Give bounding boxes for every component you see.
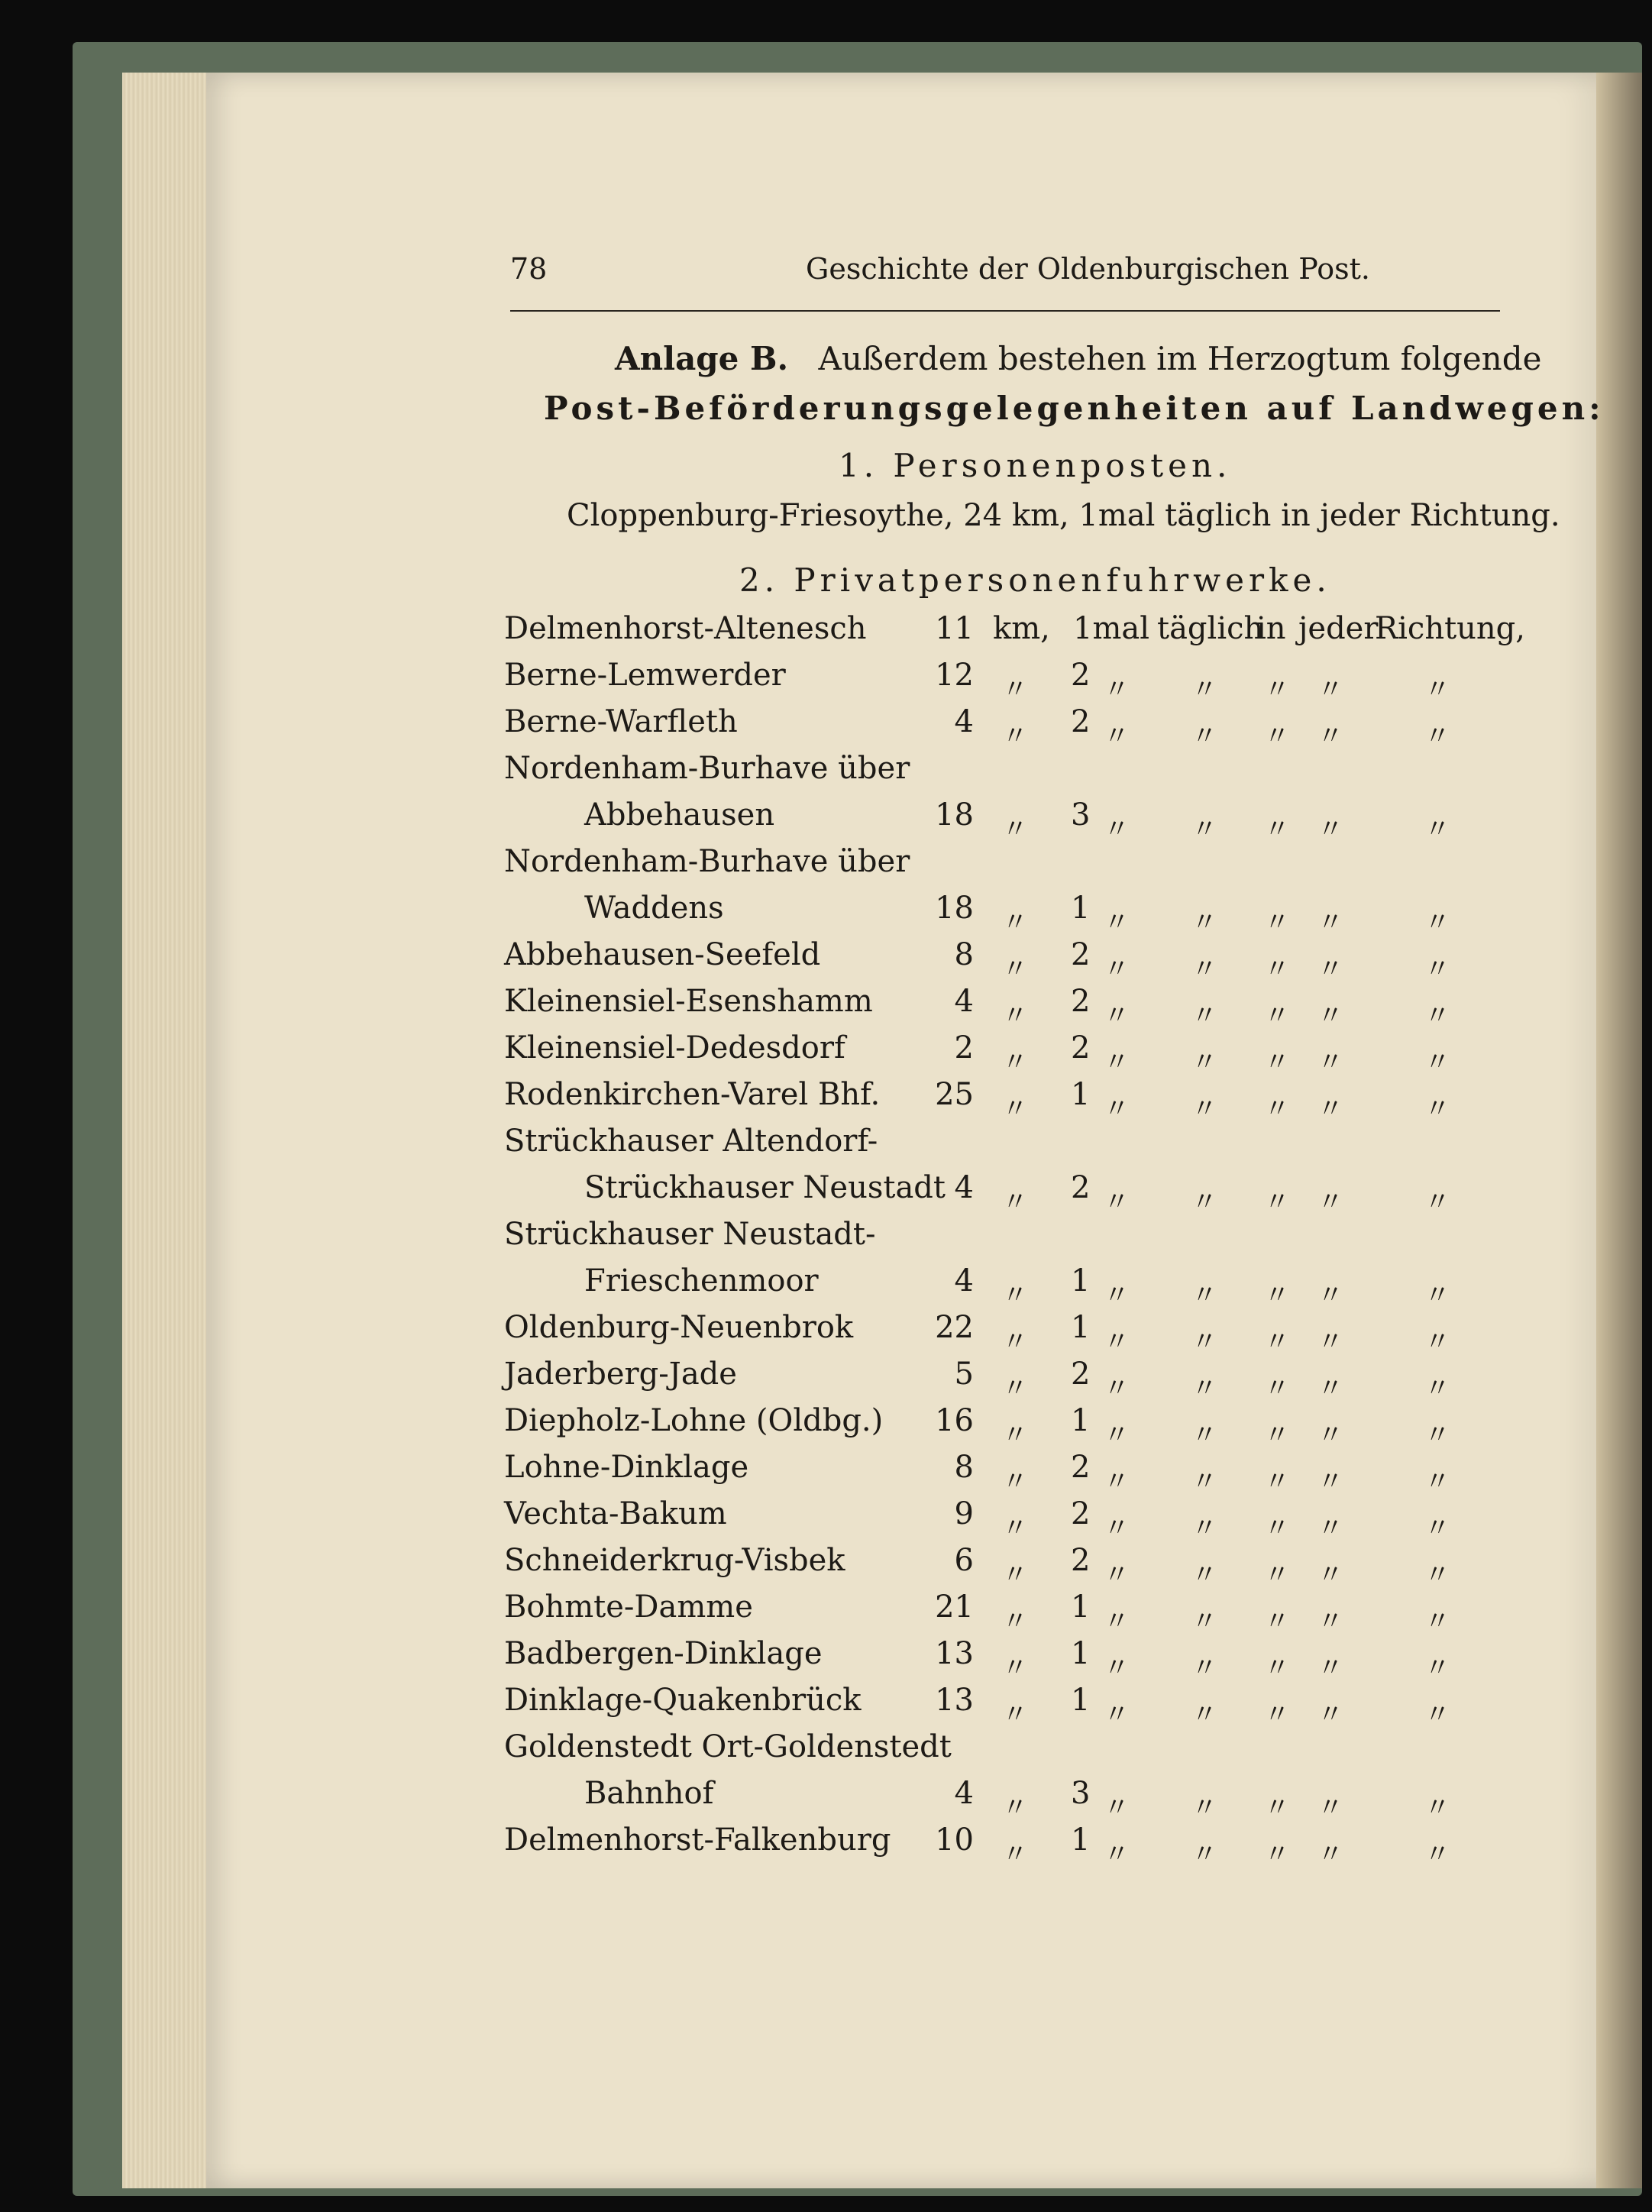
route-name: Jaderberg-Jade: [504, 1357, 737, 1392]
route-km: 4: [954, 984, 974, 1019]
route-name-cont: Bahnhof: [584, 1776, 714, 1811]
ditto-mark: 〃: [1264, 814, 1290, 845]
ditto-mark: 〃: [1002, 1047, 1028, 1078]
section1-entry: Cloppenburg-Friesoythe, 24 km, 1mal täglich in jeder Richtung.: [567, 498, 1560, 533]
ditto-mark: 〃: [1002, 1001, 1028, 1031]
ditto-mark: 〃: [1424, 814, 1450, 845]
ditto-mark: 〃: [1104, 814, 1130, 845]
ditto-mark: 〃: [1191, 907, 1217, 938]
intro-heading: Post-Beförderungsgelegenheiten auf Landwegen:: [544, 390, 1605, 427]
ditto-mark: 〃: [1264, 1699, 1290, 1730]
route-frequency: 1: [1071, 1403, 1091, 1438]
route-frequency: 3: [1071, 797, 1091, 833]
annex-label: Anlage B.: [615, 340, 789, 377]
ditto-mark: 〃: [1317, 1373, 1343, 1404]
header-rule: [510, 310, 1500, 312]
ditto-mark: 〃: [1424, 1513, 1450, 1544]
ditto-mark: 〃: [1264, 907, 1290, 938]
ditto-mark: 〃: [1264, 1280, 1290, 1311]
ditto-mark: 〃: [1317, 1094, 1343, 1124]
route-km: 8: [954, 937, 974, 972]
ditto-mark: 〃: [1002, 814, 1028, 845]
intro-text: Außerdem bestehen im Herzogtum folgende: [818, 340, 1542, 377]
ditto-mark: 〃: [1424, 1560, 1450, 1590]
route-name: Dinklage-Quakenbrück: [504, 1683, 862, 1718]
route-km: 10: [935, 1822, 974, 1858]
ditto-mark: 〃: [1317, 954, 1343, 985]
ditto-mark: 〃: [1191, 721, 1217, 752]
ditto-mark: 〃: [1191, 1047, 1217, 1078]
ditto-mark: 〃: [1424, 1280, 1450, 1311]
route-km: 4: [954, 1263, 974, 1298]
ditto-mark: 〃: [1264, 1327, 1290, 1357]
ditto-mark: 〃: [1002, 1327, 1028, 1357]
route-name: Nordenham-Burhave über: [504, 844, 910, 879]
ditto-mark: 〃: [1002, 1839, 1028, 1870]
route-frequency: 1mal: [1073, 611, 1150, 646]
ditto-mark: 〃: [1264, 1187, 1290, 1218]
route-frequency: 1: [1071, 1310, 1091, 1345]
route-name: Kleinensiel-Dedesdorf: [504, 1030, 845, 1066]
ditto-mark: 〃: [1104, 1001, 1130, 1031]
ditto-mark: 〃: [1424, 1187, 1450, 1218]
direction-word: Richtung,: [1375, 611, 1525, 646]
ditto-mark: 〃: [1424, 1699, 1450, 1730]
ditto-mark: 〃: [1104, 1513, 1130, 1544]
ditto-mark: 〃: [1104, 1606, 1130, 1637]
route-frequency: 2: [1071, 658, 1091, 693]
ditto-mark: 〃: [1264, 1513, 1290, 1544]
route-km: 4: [954, 1776, 974, 1811]
route-name: Vechta-Bakum: [504, 1496, 727, 1531]
route-name: Delmenhorst-Altenesch: [504, 611, 867, 646]
route-name: Bohmte-Damme: [504, 1589, 753, 1625]
ditto-mark: 〃: [1317, 1187, 1343, 1218]
route-name: Nordenham-Burhave über: [504, 751, 910, 786]
ditto-mark: 〃: [1424, 1094, 1450, 1124]
route-km: 18: [935, 891, 974, 926]
route-km: 22: [935, 1310, 974, 1345]
ditto-mark: 〃: [1002, 674, 1028, 705]
ditto-mark: 〃: [1191, 1513, 1217, 1544]
ditto-mark: 〃: [1191, 1699, 1217, 1730]
ditto-mark: 〃: [1191, 1327, 1217, 1357]
ditto-mark: 〃: [1317, 674, 1343, 705]
ditto-mark: 〃: [1191, 1420, 1217, 1450]
ditto-mark: 〃: [1191, 1793, 1217, 1823]
route-name: Goldenstedt Ort-Goldenstedt: [504, 1729, 952, 1764]
ditto-mark: 〃: [1264, 1606, 1290, 1637]
ditto-mark: 〃: [1104, 1094, 1130, 1124]
ditto-mark: 〃: [1264, 1001, 1290, 1031]
route-frequency: 3: [1071, 1776, 1091, 1811]
ditto-mark: 〃: [1424, 1653, 1450, 1683]
each-word: jeder: [1298, 611, 1379, 646]
ditto-mark: 〃: [1002, 1699, 1028, 1730]
ditto-mark: 〃: [1424, 1001, 1450, 1031]
ditto-mark: 〃: [1002, 1560, 1028, 1590]
route-name: Schneiderkrug-Visbek: [504, 1543, 845, 1578]
route-km: 4: [954, 704, 974, 739]
route-km: 16: [935, 1403, 974, 1438]
route-name: Badbergen-Dinklage: [504, 1636, 823, 1671]
ditto-mark: 〃: [1002, 954, 1028, 985]
ditto-mark: 〃: [1191, 1001, 1217, 1031]
ditto-mark: 〃: [1002, 1094, 1028, 1124]
ditto-mark: 〃: [1264, 1793, 1290, 1823]
route-km: 21: [935, 1589, 974, 1625]
ditto-mark: 〃: [1002, 1467, 1028, 1497]
ditto-mark: 〃: [1191, 1467, 1217, 1497]
route-frequency: 2: [1071, 1170, 1091, 1205]
ditto-mark: 〃: [1002, 1280, 1028, 1311]
ditto-mark: 〃: [1264, 1467, 1290, 1497]
route-name: Abbehausen-Seefeld: [504, 937, 821, 972]
route-km: 13: [935, 1683, 974, 1718]
ditto-mark: 〃: [1191, 1094, 1217, 1124]
ditto-mark: 〃: [1424, 1839, 1450, 1870]
ditto-mark: 〃: [1264, 1839, 1290, 1870]
route-km: 25: [935, 1077, 974, 1112]
route-frequency: 1: [1071, 1636, 1091, 1671]
ditto-mark: 〃: [1317, 1793, 1343, 1823]
ditto-mark: 〃: [1264, 674, 1290, 705]
ditto-mark: 〃: [1104, 1839, 1130, 1870]
route-km: 13: [935, 1636, 974, 1671]
route-frequency: 2: [1071, 937, 1091, 972]
route-frequency: 1: [1071, 1589, 1091, 1625]
route-km: 8: [954, 1450, 974, 1485]
ditto-mark: 〃: [1104, 1560, 1130, 1590]
ditto-mark: 〃: [1424, 1467, 1450, 1497]
ditto-mark: 〃: [1104, 1373, 1130, 1404]
ditto-mark: 〃: [1424, 1420, 1450, 1450]
ditto-mark: 〃: [1264, 1420, 1290, 1450]
ditto-mark: 〃: [1104, 954, 1130, 985]
ditto-mark: 〃: [1104, 1793, 1130, 1823]
ditto-mark: 〃: [1191, 954, 1217, 985]
route-frequency: 2: [1071, 1030, 1091, 1066]
ditto-mark: 〃: [1317, 1327, 1343, 1357]
ditto-mark: 〃: [1104, 907, 1130, 938]
ditto-mark: 〃: [1264, 1653, 1290, 1683]
route-name-cont: Frieschenmoor: [584, 1263, 819, 1298]
ditto-mark: 〃: [1424, 1606, 1450, 1637]
ditto-mark: 〃: [1002, 721, 1028, 752]
ditto-mark: 〃: [1002, 1187, 1028, 1218]
route-km: 9: [954, 1496, 974, 1531]
route-km: 2: [954, 1030, 974, 1066]
ditto-mark: 〃: [1317, 1467, 1343, 1497]
ditto-mark: 〃: [1317, 721, 1343, 752]
ditto-mark: 〃: [1002, 1606, 1028, 1637]
route-frequency: 1: [1071, 1263, 1091, 1298]
ditto-mark: 〃: [1002, 1513, 1028, 1544]
ditto-mark: 〃: [1317, 1839, 1343, 1870]
route-name: Kleinensiel-Esenshamm: [504, 984, 873, 1019]
ditto-mark: 〃: [1002, 1793, 1028, 1823]
route-name: Oldenburg-Neuenbrok: [504, 1310, 854, 1345]
route-name: Rodenkirchen-Varel Bhf.: [504, 1077, 881, 1112]
ditto-mark: 〃: [1104, 1047, 1130, 1078]
ditto-mark: 〃: [1191, 1606, 1217, 1637]
section2-title: 2. Privatpersonenfuhrwerke.: [739, 561, 1331, 599]
route-name: Berne-Lemwerder: [504, 658, 786, 693]
ditto-mark: 〃: [1104, 674, 1130, 705]
ditto-mark: 〃: [1104, 1327, 1130, 1357]
ditto-mark: 〃: [1317, 907, 1343, 938]
ditto-mark: 〃: [1191, 1839, 1217, 1870]
ditto-mark: 〃: [1424, 1047, 1450, 1078]
route-km: 11: [935, 611, 974, 646]
ditto-mark: 〃: [1002, 907, 1028, 938]
ditto-mark: 〃: [1264, 1560, 1290, 1590]
route-name: Diepholz-Lohne (Oldbg.): [504, 1403, 884, 1438]
ditto-mark: 〃: [1424, 674, 1450, 705]
route-km: 5: [954, 1357, 974, 1392]
route-km: 12: [935, 658, 974, 693]
ditto-mark: 〃: [1104, 1467, 1130, 1497]
running-title: Geschichte der Oldenburgischen Post.: [806, 252, 1370, 286]
ditto-mark: 〃: [1264, 1094, 1290, 1124]
ditto-mark: 〃: [1317, 1653, 1343, 1683]
route-frequency: 2: [1071, 984, 1091, 1019]
ditto-mark: 〃: [1104, 1187, 1130, 1218]
route-frequency: 2: [1071, 704, 1091, 739]
ditto-mark: 〃: [1317, 1699, 1343, 1730]
route-name: Berne-Warfleth: [504, 704, 738, 739]
daily-word: täglich: [1157, 611, 1264, 646]
ditto-mark: 〃: [1104, 1280, 1130, 1311]
ditto-mark: 〃: [1424, 1327, 1450, 1357]
route-name: Delmenhorst-Falkenburg: [504, 1822, 891, 1858]
ditto-mark: 〃: [1104, 721, 1130, 752]
route-frequency: 1: [1071, 1683, 1091, 1718]
ditto-mark: 〃: [1104, 1653, 1130, 1683]
route-name-cont: Waddens: [584, 891, 724, 926]
ditto-mark: 〃: [1002, 1373, 1028, 1404]
ditto-mark: 〃: [1317, 814, 1343, 845]
ditto-mark: 〃: [1191, 1560, 1217, 1590]
route-frequency: 1: [1071, 1077, 1091, 1112]
route-name: Strückhauser Altendorf-: [504, 1124, 878, 1159]
ditto-mark: 〃: [1317, 1513, 1343, 1544]
ditto-mark: 〃: [1191, 1373, 1217, 1404]
ditto-mark: 〃: [1002, 1653, 1028, 1683]
ditto-mark: 〃: [1191, 1187, 1217, 1218]
ditto-mark: 〃: [1317, 1606, 1343, 1637]
ditto-mark: 〃: [1424, 1793, 1450, 1823]
ditto-mark: 〃: [1191, 814, 1217, 845]
route-name-cont: Abbehausen: [584, 797, 775, 833]
ditto-mark: 〃: [1424, 954, 1450, 985]
route-frequency: 2: [1071, 1496, 1091, 1531]
route-name: Strückhauser Neustadt-: [504, 1217, 876, 1252]
ditto-mark: 〃: [1424, 907, 1450, 938]
ditto-mark: 〃: [1191, 1280, 1217, 1311]
ditto-mark: 〃: [1264, 1047, 1290, 1078]
route-frequency: 1: [1071, 1822, 1091, 1858]
section1-title: 1. Personenposten.: [839, 447, 1232, 484]
ditto-mark: 〃: [1104, 1699, 1130, 1730]
intro-line: [615, 340, 1541, 377]
ditto-mark: 〃: [1424, 721, 1450, 752]
ditto-mark: 〃: [1264, 954, 1290, 985]
ditto-mark: 〃: [1264, 1373, 1290, 1404]
in-word: in: [1256, 611, 1286, 646]
ditto-mark: 〃: [1317, 1560, 1343, 1590]
route-frequency: 2: [1071, 1357, 1091, 1392]
ditto-mark: 〃: [1191, 674, 1217, 705]
ditto-mark: 〃: [1191, 1653, 1217, 1683]
route-name: Lohne-Dinklage: [504, 1450, 749, 1485]
ditto-mark: 〃: [1317, 1001, 1343, 1031]
route-km: 6: [954, 1543, 974, 1578]
ditto-mark: 〃: [1424, 1373, 1450, 1404]
route-km: 18: [935, 797, 974, 833]
route-name-cont: Strückhauser Neustadt: [584, 1170, 946, 1205]
ditto-mark: 〃: [1317, 1047, 1343, 1078]
ditto-mark: 〃: [1104, 1420, 1130, 1450]
km-unit: km,: [993, 611, 1050, 646]
ditto-mark: 〃: [1002, 1420, 1028, 1450]
route-frequency: 2: [1071, 1450, 1091, 1485]
route-frequency: 2: [1071, 1543, 1091, 1578]
ditto-mark: 〃: [1317, 1420, 1343, 1450]
ditto-mark: 〃: [1264, 721, 1290, 752]
route-km: 4: [954, 1170, 974, 1205]
page-number: 78: [510, 252, 548, 286]
ditto-mark: 〃: [1317, 1280, 1343, 1311]
route-frequency: 1: [1071, 891, 1091, 926]
